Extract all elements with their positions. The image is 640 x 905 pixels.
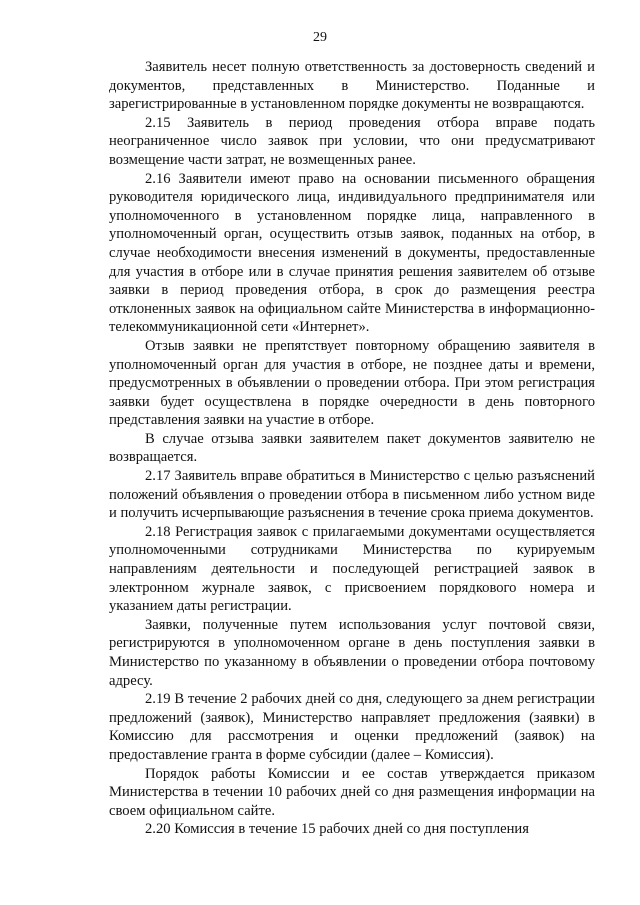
paragraph-2-18: 2.18 Регистрация заявок с прилагаемыми документами осуществляется уполномоченными сотрудниками Министерства по курируемым направлениям деятельности и последующей регистрацией заявок в электронном журнале заявок, с присвоением порядкового номера и указанием даты регистрации. xyxy=(109,523,595,615)
paragraph-postal-applications: Заявки, полученные путем использования услуг почтовой связи, регистрируются в уполномоченном органе в день поступления заявки в Министерство по указанному в объявлении о проведении отбора почтовому адресу. xyxy=(109,616,595,689)
page-number: 29 xyxy=(313,30,327,45)
document-body xyxy=(109,58,595,839)
paragraph-commission-procedure: Порядок работы Комиссии и ее состав утверждается приказом Министерства в течении 10 рабочих дней со дня размещения информации на своем официальном сайте. xyxy=(109,765,595,819)
paragraph-2-15: 2.15 Заявитель в период проведения отбора вправе подать неограниченное число заявок при условии, что они предусматривают возмещение части затрат, не возмещенных ранее. xyxy=(109,114,595,168)
paragraph-2-20: 2.20 Комиссия в течение 15 рабочих дней со дня поступления xyxy=(145,821,529,838)
paragraph-withdrawal: Отзыв заявки не препятствует повторному обращению заявителя в уполномоченный орган для участия в отборе, не позднее даты и времени, предусмотренных в объявлении о проведении отбора. При этом регистрация заявки будет осуществлена в порядке очередности в день повторного представления заявки на участие в отборе. xyxy=(109,337,595,429)
paragraph-2-16: 2.16 Заявители имеют право на основании письменного обращения руководителя юридического лица, индивидуального предпринимателя или уполномоченного в установленном порядке лица, направленного в уполномоченный орган, осуществить отзыв заявок, поданных на отбор, в случае необходимости внесения изменений в документы, предоставленные для участия в отборе или в случае принятия решения заявителем об отзыве заявки в период проведения отбора, в срок до размещения реестра отклоненных заявок на официальном сайте Министерства в информационно-телекоммуникационной сети «Интернет». xyxy=(109,170,595,336)
paragraph-applicant-responsibility: Заявитель несет полную ответственность за достоверность сведений и документов, представленных в Министерство. Поданные и зарегистрированные в установленном порядке документы не возвращаются. xyxy=(109,59,595,113)
paragraph-documents-not-returned: В случае отзыва заявки заявителем пакет документов заявителю не возвращается. xyxy=(109,430,595,466)
paragraph-2-17: 2.17 Заявитель вправе обратиться в Министерство с целью разъяснений положений объявления о проведении отбора в письменном либо устном виде и получить исчерпывающие разъяснения в течение срока приема документов. xyxy=(109,468,595,522)
paragraph-2-19: 2.19 В течение 2 рабочих дней со дня, следующего за днем регистрации предложений (заявок), Министерство направляет предложения (заявки) в Комиссию для рассмотрения и оценки предложений (заявок) на предоставление гранта в форме субсидии (далее – Комиссия). xyxy=(109,691,595,763)
